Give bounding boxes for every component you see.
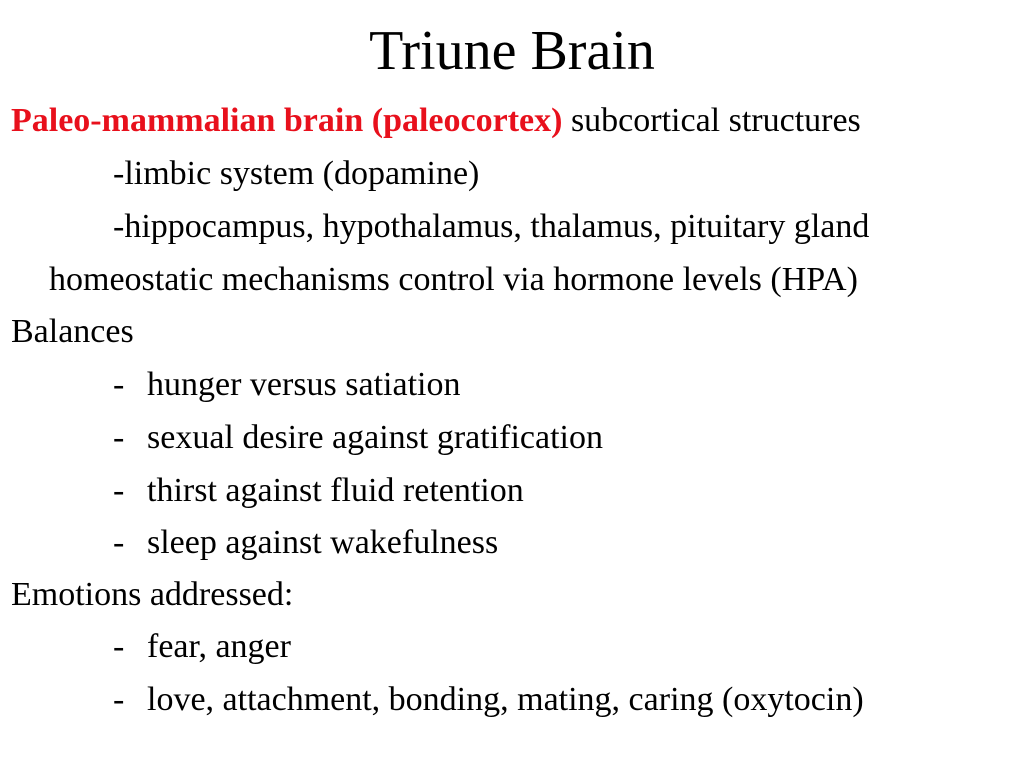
balance-item-text: hunger versus satiation [147,366,461,403]
emotion-item [113,680,864,720]
balance-item-text: sleep against wakefulness [147,524,499,561]
paleo-mammalian-heading: Paleo-mammalian brain (paleocortex) [11,102,563,139]
bullet-dash: - [113,524,125,561]
bullet-dash: - [113,472,125,509]
homeostatic-note: homeostatic mechanisms control via hormone levels (HPA) [49,261,858,298]
emotion-item-text: love, attachment, bonding, mating, caring (oxytocin) [147,681,864,718]
bullet-dash: - [113,681,125,718]
intro-rest-text: subcortical structures [562,102,861,139]
bullet-dash: - [113,628,125,665]
emotion-item [113,627,291,667]
balance-item [113,418,603,458]
bullet-dash: - [113,366,125,403]
balance-item [113,471,524,511]
balance-item [113,365,461,405]
emotion-item-text: fear, anger [147,628,291,665]
emotions-label: Emotions addressed: [11,576,294,613]
balance-item-text: thirst against fluid retention [147,472,524,509]
intro-line [11,101,861,141]
slide-title: Triune Brain [369,20,655,82]
bullet-dash: - [113,419,125,456]
balance-item [113,523,498,563]
sub-item-limbic: -limbic system (dopamine) [113,155,480,192]
sub-item-hippocampus: -hippocampus, hypothalamus, thalamus, pituitary gland [113,208,870,245]
balance-item-text: sexual desire against gratification [147,419,603,456]
balances-label: Balances [11,313,134,350]
